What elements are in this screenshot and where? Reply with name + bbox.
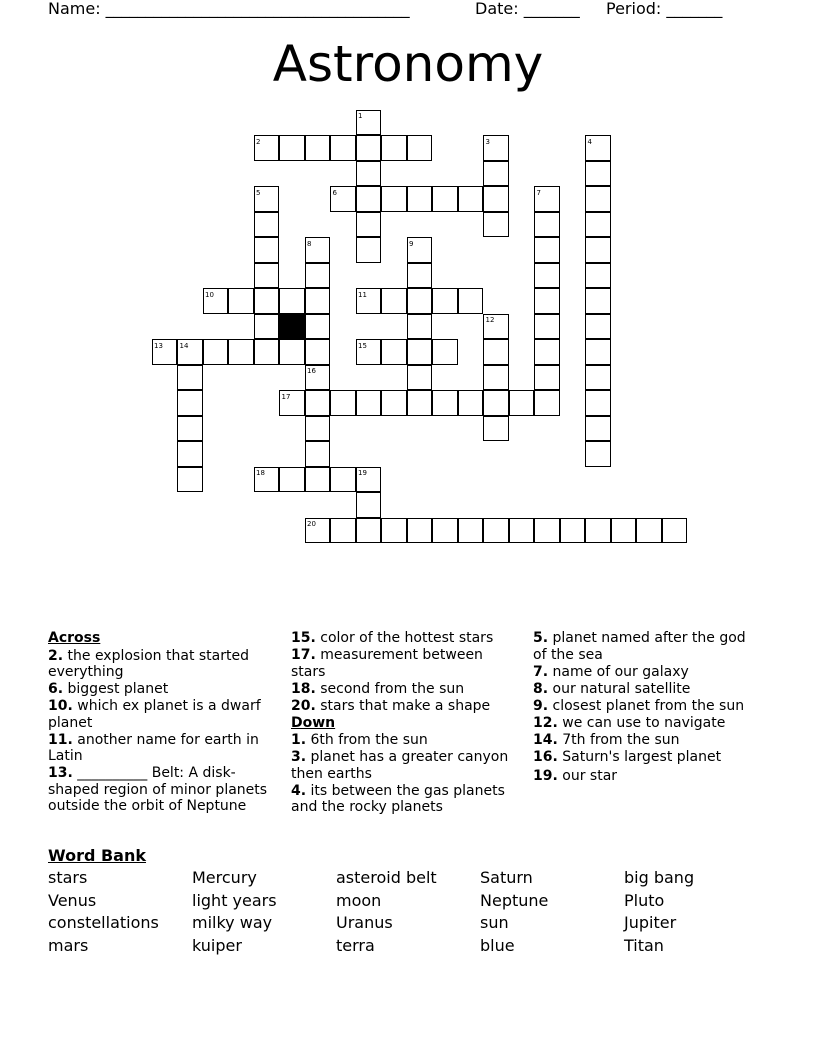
grid-cell[interactable] xyxy=(177,339,203,365)
grid-clue-number: 14 xyxy=(179,341,189,350)
grid-cell[interactable] xyxy=(356,390,382,416)
clue-item xyxy=(48,698,273,731)
clue-item xyxy=(533,749,758,766)
clue-item xyxy=(533,715,758,732)
clues-column-2 xyxy=(291,630,516,816)
grid-cell[interactable] xyxy=(356,135,382,161)
grid-cell[interactable] xyxy=(279,135,305,161)
grid-cell[interactable] xyxy=(254,339,280,365)
grid-cell[interactable] xyxy=(254,186,280,212)
grid-cell[interactable] xyxy=(279,339,305,365)
grid-cell[interactable] xyxy=(534,365,560,391)
clue-number: 6. xyxy=(48,681,64,697)
clue-text: planet has a greater canyon then earths xyxy=(291,749,509,782)
clue-number: 16. xyxy=(533,748,558,765)
grid-cell[interactable] xyxy=(177,441,203,467)
grid-cell[interactable] xyxy=(356,288,382,314)
grid-cell[interactable] xyxy=(407,263,433,289)
grid-cell[interactable] xyxy=(381,288,407,314)
grid-clue-number: 5 xyxy=(256,188,261,197)
grid-clue-number: 8 xyxy=(307,239,312,248)
clue-item xyxy=(291,783,516,816)
clue-item xyxy=(48,732,273,765)
grid-cell[interactable] xyxy=(407,390,433,416)
word-bank-word: Uranus xyxy=(336,913,393,933)
grid-cell[interactable] xyxy=(305,339,331,365)
clue-number: 8. xyxy=(533,680,549,697)
grid-cell[interactable] xyxy=(483,186,509,212)
word-bank-word: constellations xyxy=(48,913,159,933)
clue-number: 17. xyxy=(291,647,316,663)
clues-column-3 xyxy=(533,630,758,785)
grid-cell[interactable] xyxy=(203,288,229,314)
word-bank-word: light years xyxy=(192,890,277,910)
grid-cell[interactable] xyxy=(305,365,331,391)
clue-number: 3. xyxy=(291,749,307,765)
clue-number: 12. xyxy=(533,714,558,731)
grid-cell[interactable] xyxy=(534,339,560,365)
grid-cell[interactable] xyxy=(534,212,560,238)
grid-cell[interactable] xyxy=(585,365,611,391)
grid-clue-number: 6 xyxy=(332,188,337,197)
grid-clue-number: 12 xyxy=(485,316,495,324)
clue-text: its between the gas planets and the rocky planets xyxy=(291,782,505,815)
clue-text: second from the sun xyxy=(315,680,465,697)
grid-clue-number: 19 xyxy=(358,469,367,477)
grid-clue-number: 17 xyxy=(281,392,291,401)
grid-cell[interactable] xyxy=(483,416,509,442)
clue-text: another name for earth in Latin xyxy=(48,731,259,764)
grid-clue-number: 3 xyxy=(485,137,490,146)
grid-cell[interactable] xyxy=(483,390,509,416)
clue-number: 14. xyxy=(533,731,558,748)
clue-number: 1. xyxy=(291,732,307,748)
clue-number: 4. xyxy=(291,782,307,799)
date-field[interactable]: Date: _______ xyxy=(475,0,580,18)
clue-item xyxy=(533,681,758,698)
grid-clue-number: 16 xyxy=(307,367,316,375)
grid-cell[interactable] xyxy=(254,135,280,161)
grid-cell[interactable] xyxy=(356,212,382,238)
word-bank-heading: Word Bank xyxy=(48,846,147,865)
grid-cell[interactable] xyxy=(381,518,407,544)
clue-item xyxy=(291,681,516,698)
grid-cell[interactable] xyxy=(509,390,535,416)
word-bank-word: asteroid belt xyxy=(336,868,437,887)
grid-clue-number: 1 xyxy=(358,112,363,120)
clue-text: we can use to navigate xyxy=(557,714,726,731)
word-bank-word: milky way xyxy=(192,913,273,933)
grid-cell[interactable] xyxy=(458,288,484,314)
clue-text: closest planet from the sun xyxy=(548,697,745,714)
page-title: Astronomy xyxy=(272,35,544,93)
clue-text: name of our galaxy xyxy=(548,663,689,680)
grid-cell[interactable] xyxy=(305,135,331,161)
clue-number: 13. xyxy=(48,765,73,781)
clue-number: 18. xyxy=(291,680,316,697)
grid-cell[interactable] xyxy=(381,186,407,212)
grid-clue-number: 4 xyxy=(587,137,592,146)
grid-cell[interactable] xyxy=(483,339,509,365)
grid-cell[interactable] xyxy=(254,314,280,340)
grid-cell[interactable] xyxy=(534,390,560,416)
clue-item xyxy=(48,681,273,698)
clue-item xyxy=(291,630,516,647)
period-field[interactable]: Period: _______ xyxy=(606,0,723,18)
grid-cell[interactable] xyxy=(228,288,254,314)
clue-number: 20. xyxy=(291,697,316,714)
grid-cell[interactable] xyxy=(407,518,433,544)
grid-cell[interactable] xyxy=(254,467,280,493)
grid-cell[interactable] xyxy=(534,237,560,263)
clue-text: which ex planet is a dwarf planet xyxy=(48,698,261,731)
grid-clue-number: 15 xyxy=(358,341,367,350)
grid-cell[interactable] xyxy=(356,186,382,212)
grid-cell[interactable] xyxy=(585,161,611,187)
grid-cell[interactable] xyxy=(483,212,509,238)
grid-cell[interactable] xyxy=(305,237,331,263)
grid-clue-number: 2 xyxy=(256,137,261,146)
grid-cell[interactable] xyxy=(305,441,331,467)
word-bank-word: moon xyxy=(336,890,382,910)
word-bank-word: Venus xyxy=(48,890,97,910)
word-bank-word: big bang xyxy=(624,868,695,887)
grid-cell[interactable] xyxy=(534,314,560,340)
grid-cell[interactable] xyxy=(305,416,331,442)
grid-cell[interactable] xyxy=(483,518,509,544)
grid-cell[interactable] xyxy=(279,467,305,493)
clue-number: 19. xyxy=(533,768,558,784)
grid-cell[interactable] xyxy=(483,365,509,391)
clue-text: 6th from the sun xyxy=(306,732,428,748)
grid-cell[interactable] xyxy=(407,314,433,340)
grid-clue-number: 10 xyxy=(205,290,214,299)
grid-cell[interactable] xyxy=(585,237,611,263)
clue-item xyxy=(291,698,516,715)
grid-cell[interactable] xyxy=(305,263,331,289)
grid-cell[interactable] xyxy=(534,288,560,314)
grid-cell[interactable] xyxy=(509,518,535,544)
grid-cell[interactable] xyxy=(305,390,331,416)
grid-cell[interactable] xyxy=(585,212,611,238)
clue-text: Saturn's largest planet xyxy=(557,748,722,765)
grid-cell[interactable] xyxy=(483,314,509,340)
word-bank-word: Jupiter xyxy=(624,913,677,933)
clue-number: 11. xyxy=(48,731,73,748)
grid-cell[interactable] xyxy=(305,314,331,340)
grid-block xyxy=(279,314,305,340)
grid-cell[interactable] xyxy=(458,518,484,544)
clue-item xyxy=(533,664,758,681)
clue-number: 9. xyxy=(533,697,549,714)
grid-cell[interactable] xyxy=(534,186,560,212)
clue-text: biggest planet xyxy=(63,681,169,697)
grid-cell[interactable] xyxy=(611,518,637,544)
grid-cell[interactable] xyxy=(585,339,611,365)
clue-number: 15. xyxy=(291,630,316,646)
word-bank-word: mars xyxy=(48,936,89,956)
grid-clue-number: 18 xyxy=(256,469,265,477)
grid-clue-number: 20 xyxy=(307,520,316,528)
grid-cell[interactable] xyxy=(407,186,433,212)
grid-cell[interactable] xyxy=(432,518,458,544)
word-bank-word: stars xyxy=(48,868,88,887)
grid-cell[interactable] xyxy=(254,212,280,238)
grid-cell[interactable] xyxy=(636,518,662,544)
clue-text: color of the hottest stars xyxy=(315,630,494,646)
grid-cell[interactable] xyxy=(203,339,229,365)
grid-cell[interactable] xyxy=(432,390,458,416)
clue-number: 5. xyxy=(533,630,549,646)
clue-number: 10. xyxy=(48,698,73,714)
grid-cell[interactable] xyxy=(330,135,356,161)
down-heading: Down xyxy=(291,714,336,731)
grid-cell[interactable] xyxy=(356,518,382,544)
across-heading: Across xyxy=(48,630,101,646)
clue-text: 7th from the sun xyxy=(557,731,680,748)
grid-cell[interactable] xyxy=(407,135,433,161)
grid-cell[interactable] xyxy=(458,390,484,416)
grid-cell[interactable] xyxy=(483,161,509,187)
grid-cell[interactable] xyxy=(585,186,611,212)
grid-cell[interactable] xyxy=(356,467,382,493)
clue-text: stars that make a shape xyxy=(315,697,491,714)
grid-cell[interactable] xyxy=(432,288,458,314)
grid-cell[interactable] xyxy=(279,288,305,314)
grid-cell[interactable] xyxy=(330,390,356,416)
grid-cell[interactable] xyxy=(381,135,407,161)
grid-cell[interactable] xyxy=(330,467,356,493)
grid-cell[interactable] xyxy=(407,288,433,314)
word-bank-word: Saturn xyxy=(480,868,533,887)
grid-cell[interactable] xyxy=(177,365,203,391)
grid-cell[interactable] xyxy=(483,135,509,161)
word-bank-word: terra xyxy=(336,936,375,956)
grid-cell[interactable] xyxy=(585,441,611,467)
grid-cell[interactable] xyxy=(534,263,560,289)
word-bank-word: sun xyxy=(480,913,509,933)
word-bank-word: blue xyxy=(480,936,515,956)
clue-item xyxy=(533,630,758,663)
clue-item xyxy=(48,648,273,681)
grid-cell[interactable] xyxy=(381,390,407,416)
clue-text: measurement between stars xyxy=(291,647,483,680)
grid-clue-number: 7 xyxy=(536,188,541,197)
grid-cell[interactable] xyxy=(407,339,433,365)
grid-cell[interactable] xyxy=(458,186,484,212)
grid-cell[interactable] xyxy=(305,288,331,314)
grid-cell[interactable] xyxy=(254,263,280,289)
grid-cell[interactable] xyxy=(585,314,611,340)
grid-cell[interactable] xyxy=(356,237,382,263)
grid-cell[interactable] xyxy=(228,339,254,365)
grid-cell[interactable] xyxy=(407,237,433,263)
grid-cell[interactable] xyxy=(381,339,407,365)
clues-column-1 xyxy=(48,630,273,815)
grid-cell[interactable] xyxy=(560,518,586,544)
grid-cell[interactable] xyxy=(254,237,280,263)
grid-cell[interactable] xyxy=(330,186,356,212)
word-bank-word: Mercury xyxy=(192,868,257,887)
grid-cell[interactable] xyxy=(585,135,611,161)
grid-cell[interactable] xyxy=(279,390,305,416)
clue-item xyxy=(533,698,758,715)
grid-cell[interactable] xyxy=(585,288,611,314)
clue-text: the explosion that started everything xyxy=(48,647,249,680)
clue-number: 7. xyxy=(533,663,549,680)
grid-cell[interactable] xyxy=(177,467,203,493)
clue-item xyxy=(291,732,516,749)
grid-cell[interactable] xyxy=(662,518,688,544)
grid-cell[interactable] xyxy=(585,416,611,442)
clue-item xyxy=(291,749,516,782)
clue-item xyxy=(291,647,516,680)
grid-cell[interactable] xyxy=(407,365,433,391)
grid-cell[interactable] xyxy=(356,110,382,136)
word-bank-word: Pluto xyxy=(624,890,665,910)
grid-cell[interactable] xyxy=(356,339,382,365)
clue-text: __________ Belt: A disk-shaped region of minor planets outside the orbit of Neptune xyxy=(48,765,268,814)
clue-text: our star xyxy=(557,768,618,784)
clue-text: planet named after the god of the sea xyxy=(533,630,746,663)
grid-cell[interactable] xyxy=(254,288,280,314)
grid-cell[interactable] xyxy=(177,416,203,442)
grid-cell[interactable] xyxy=(534,518,560,544)
grid-cell[interactable] xyxy=(585,518,611,544)
grid-cell[interactable] xyxy=(432,339,458,365)
grid-cell[interactable] xyxy=(330,518,356,544)
word-bank-word: kuiper xyxy=(192,936,242,956)
grid-cell[interactable] xyxy=(356,161,382,187)
clue-item xyxy=(533,732,758,749)
word-bank-word: Titan xyxy=(624,936,664,956)
grid-cell[interactable] xyxy=(432,186,458,212)
grid-cell[interactable] xyxy=(585,390,611,416)
grid-cell[interactable] xyxy=(585,263,611,289)
grid-cell[interactable] xyxy=(356,492,382,518)
clue-text: our natural satellite xyxy=(548,680,691,697)
grid-cell[interactable] xyxy=(305,467,331,493)
grid-cell[interactable] xyxy=(177,390,203,416)
grid-cell[interactable] xyxy=(305,518,331,544)
grid-clue-number: 11 xyxy=(358,290,367,299)
word-bank-word: Neptune xyxy=(480,890,549,910)
clue-number: 2. xyxy=(48,647,64,664)
clue-item xyxy=(533,768,758,785)
clue-item xyxy=(48,765,273,815)
grid-clue-number: 9 xyxy=(409,239,414,248)
name-field[interactable]: Name: ______________________________________ xyxy=(48,0,410,18)
grid-clue-number: 13 xyxy=(154,341,163,350)
grid-cell[interactable] xyxy=(152,339,178,365)
